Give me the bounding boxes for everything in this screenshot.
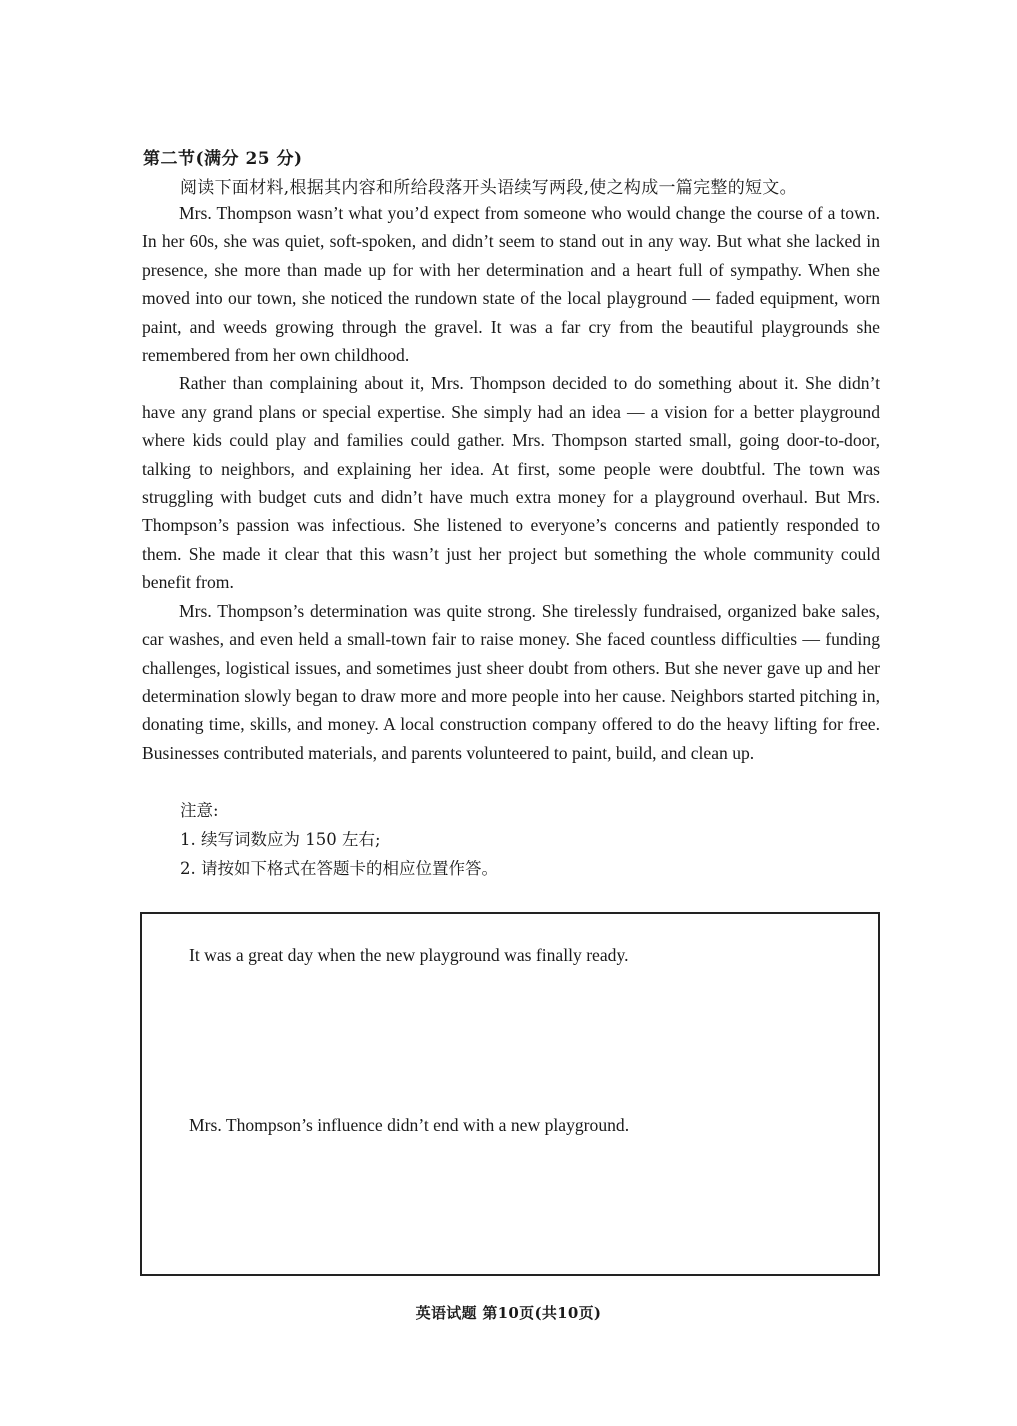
note-item: 1. 续写词数应为 150 左右; [180, 830, 381, 849]
answer-box [140, 912, 880, 1276]
passage-paragraph: Rather than complaining about it, Mrs. Thompson decided to do something about it. She didn’t have any grand plans or special expertise. She simply had an idea — a vision for a better playground where kids could play and families could gather. Mrs. Thompson started small, going door-to-door, talking to neighbors, and explaining her idea. At first, some people were doubtful. The town was struggling with budget cuts and didn’t have much extra money for a playground overhaul. But Mrs. Thompson’s passion was infectious. She listened to everyone’s concerns and patiently responded to them. She made it clear that this wasn’t just her project but something the whole community could benefit from. [142, 373, 880, 593]
passage-paragraph: Mrs. Thompson wasn’t what you’d expect from someone who would change the course of a town. In her 60s, she was quiet, soft-spoken, and didn’t seem to stand out in any way. But what she lacked in presence, she more than made up for with her determination and a heart full of sympathy. When she moved into our town, she noticed the rundown state of the local playground — faded equipment, worn paint, and weeds growing through the gravel. It was a far cry from the beautiful playgrounds she remembered from her own childhood. [142, 203, 880, 366]
section-title: 第二节(满分 25 分) [143, 149, 303, 169]
instruction-text: 阅读下面材料,根据其内容和所给段落开头语续写两段,使之构成一篇完整的短文。 [180, 178, 797, 198]
paragraph-starter-2: Mrs. Thompson’s influence didn’t end with a new playground. [189, 1115, 630, 1135]
passage-paragraph: Mrs. Thompson’s determination was quite strong. She tirelessly fundraised, organized bake sales, car washes, and even held a small-town fair to raise money. She faced countless difficulties — funding challenges, logistical issues, and sometimes just sheer doubt from others. But she never gave up and her determination slowly began to draw more and more people into her cause. Neighbors started pitching in, donating time, skills, and money. A local construction company offered to do the heavy lifting for free. Businesses contributed materials, and parents volunteered to paint, build, and clean up. [142, 600, 880, 763]
notes-heading: 注意: [180, 801, 219, 820]
paragraph-starter-1: It was a great day when the new playground was finally ready. [189, 945, 629, 965]
reading-passage [142, 199, 880, 767]
page-footer: 英语试题 第10页(共10页) [415, 1304, 602, 1322]
notes-section [180, 796, 498, 883]
note-item: 2. 请按如下格式在答题卡的相应位置作答。 [180, 859, 498, 878]
